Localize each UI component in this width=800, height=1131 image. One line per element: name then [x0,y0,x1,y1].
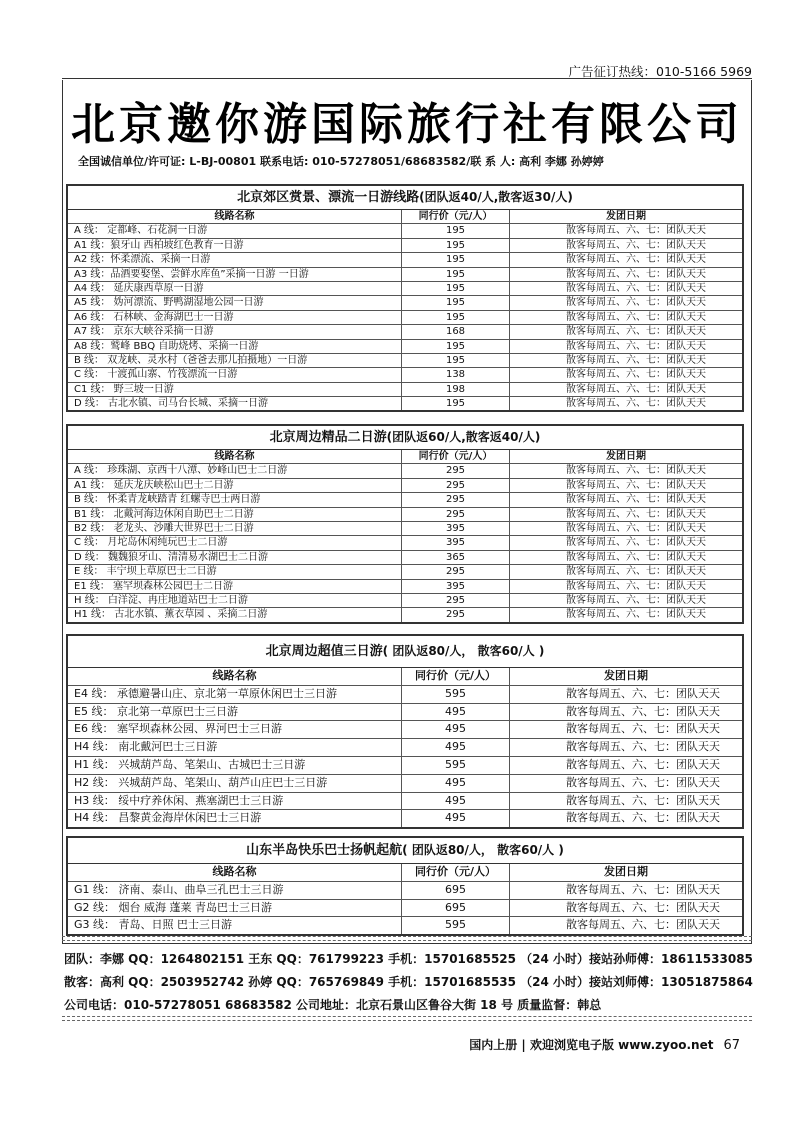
table-row [68,383,742,397]
route-name-cell: B2 线： 老龙头、沙雕大世界巴士二日游 [68,522,402,535]
table-row [68,551,742,565]
table-row [68,536,742,550]
header-route: 线路名称 [68,210,402,223]
price-cell: 495 [402,775,510,792]
route-name-cell: H4 线： 昌黎黄金海岸休闲巴士三日游 [68,810,402,827]
header-route: 线路名称 [68,668,402,685]
table-row [68,757,742,775]
ad-hotline: 广告征订热线：010-5166 5969 [568,64,752,79]
route-name-cell: C 线： 月坨岛休闲纯玩巴士二日游 [68,536,402,549]
price-cell: 395 [402,536,510,549]
table-header [68,210,742,224]
table-row [68,224,742,238]
header-date: 发团日期 [604,669,648,682]
header-date: 发团日期 [606,211,646,222]
route-name-cell: G2 线： 烟台 威海 蓬莱 青岛巴士三日游 [68,900,402,917]
departure-date-cell: 散客每周五、六、七：团队天天 [566,268,706,280]
departure-date-cell: 散客每周五、六、七：团队天天 [566,775,720,789]
route-name-cell: B 线： 怀柔青龙峡踏青 红螺寺巴士两日游 [68,493,402,506]
price-cell: 295 [402,565,510,578]
price-cell: 295 [402,508,510,521]
departure-date-cell: 散客每周五、六、七：团队天天 [566,566,706,578]
departure-date-cell: 散客每周五、六、七：团队天天 [566,704,720,718]
route-name-cell: H3 线： 绥中疗养休闲、燕塞湖巴士三日游 [68,793,402,810]
departure-date-cell: 散客每周五、六、七：团队天天 [566,340,706,352]
route-name-cell: H2 线： 兴城葫芦岛、笔架山、葫芦山庄巴士三日游 [68,775,402,792]
route-table [68,210,742,410]
price-cell: 295 [402,493,510,506]
departure-date-cell: 散客每周五、六、七：团队天天 [566,508,706,520]
price-cell: 195 [402,311,510,324]
departure-date-cell: 散客每周五、六、七：团队天天 [566,686,720,700]
page-number: 67 [723,1038,740,1053]
departure-date-cell: 散客每周五、六、七：团队天天 [566,254,706,266]
route-name-cell: A1 线：狼牙山 西柏坡红色教育一日游 [68,239,402,252]
price-cell: 195 [402,397,510,410]
section-shandong [66,836,744,936]
divider [62,936,752,941]
table-row [68,522,742,536]
route-table [68,864,742,934]
price-cell: 198 [402,383,510,396]
route-name-cell: D 线： 魏魏狼牙山、清清易水湖巴士二日游 [68,551,402,564]
route-name-cell: B1 线： 北戴河海边休闲自助巴士二日游 [68,508,402,521]
table-row [68,686,742,704]
price-cell: 195 [402,253,510,266]
table-header [68,450,742,464]
contact-team: 团队：李娜 QQ：1264802151 王东 QQ：761799223 手机：15701685525 （24 小时）接站孙师傅：18611533085 [64,952,753,966]
route-name-cell: E5 线： 京北第一草原巴士三日游 [68,704,402,721]
table-row [68,704,742,722]
header-price: 同行价（元/人） [402,450,510,463]
route-name-cell: A3 线：品酒要娶堡、尝鲜水库鱼”采摘一日游 一日游 [68,268,402,281]
departure-date-cell: 散客每周五、六、七：团队天天 [566,918,720,932]
price-cell: 495 [402,721,510,738]
table-row [68,354,742,368]
departure-date-cell: 散客每周五、六、七：团队天天 [566,369,706,381]
table-row [68,508,742,522]
table-row [68,253,742,267]
price-cell: 168 [402,325,510,338]
departure-date-cell: 散客每周五、六、七：团队天天 [566,239,706,251]
contact-individual: 散客：高利 QQ：2503952742 孙婷 QQ：765769849 手机：15701685535 （24 小时）接站刘师傅：13051875864 [64,975,753,989]
route-name-cell: E6 线： 塞罕坝森林公园、界河巴士三日游 [68,721,402,738]
table-row [68,268,742,282]
price-cell: 195 [402,340,510,353]
departure-date-cell: 散客每周五、六、七：团队天天 [566,522,706,534]
departure-date-cell: 散客每周五、六、七：团队天天 [566,479,706,491]
departure-date-cell: 散客每周五、六、七：团队天天 [566,282,706,294]
route-name-cell: G3 线： 青岛、日照 巴士三日游 [68,917,402,934]
table-row [68,594,742,608]
route-name-cell: A 线： 定都峰、石花洞一日游 [68,224,402,237]
price-cell: 365 [402,551,510,564]
price-cell: 495 [402,739,510,756]
table-header [68,668,742,686]
route-table [68,668,742,827]
route-name-cell: A1 线： 延庆龙庆峡松山巴士二日游 [68,479,402,492]
price-cell: 695 [402,882,510,899]
table-row [68,479,742,493]
company-info: 全国诚信单位/许可证: L-BJ-00801 联系电话: 010-57278051/68683582/联 系 人: 高利 李娜 孙婷婷 [78,155,604,168]
departure-date-cell: 散客每周五、六、七：团队天天 [566,882,720,896]
price-cell: 695 [402,900,510,917]
section-title: 山东半岛快乐巴士扬帆起航( 团队返80/人， 散客60/人 ) [68,838,742,864]
route-name-cell: D 线： 古北水镇、司马台长城、采摘一日游 [68,397,402,410]
departure-date-cell: 散客每周五、六、七：团队天天 [566,793,720,807]
table-row [68,608,742,621]
section-three-day [66,634,744,829]
route-name-cell: H4 线： 南北戴河巴士三日游 [68,739,402,756]
departure-date-cell: 散客每周五、六、七：团队天天 [566,722,720,736]
price-cell: 495 [402,810,510,827]
table-row [68,464,742,478]
price-cell: 195 [402,296,510,309]
table-row [68,775,742,793]
table-row [68,239,742,253]
price-cell: 295 [402,479,510,492]
price-cell: 295 [402,464,510,477]
departure-date-cell: 散客每周五、六、七：团队天天 [566,311,706,323]
departure-date-cell: 散客每周五、六、七：团队天天 [566,580,706,592]
route-name-cell: E4 线： 承德避暑山庄、京北第一草原休闲巴士三日游 [68,686,402,703]
price-cell: 395 [402,522,510,535]
route-name-cell: E 线： 丰宁坝上草原巴士二日游 [68,565,402,578]
table-row [68,493,742,507]
section-title: 北京周边超值三日游( 团队返80/人， 散客60/人 ) [68,636,742,668]
table-row [68,900,742,918]
departure-date-cell: 散客每周五、六、七：团队天天 [566,225,706,237]
top-rule [62,78,752,79]
table-row [68,311,742,325]
route-name-cell: A 线： 珍珠湖、京西十八潭、妙峰山巴士二日游 [68,464,402,477]
table-row [68,282,742,296]
route-name-cell: C 线： 十渡孤山寨、竹筏漂流一日游 [68,368,402,381]
section-two-day [66,424,744,624]
header-price: 同行价（元/人） [402,864,510,881]
table-row [68,397,742,410]
company-name: 北京邀你游国际旅行社有限公司 [71,99,743,150]
table-header [68,864,742,882]
departure-date-cell: 散客每周五、六、七：团队天天 [566,383,706,395]
departure-date-cell: 散客每周五、六、七：团队天天 [566,297,706,309]
departure-date-cell: 散客每周五、六、七：团队天天 [566,900,720,914]
route-name-cell: H1 线： 兴城葫芦岛、笔架山、古城巴士三日游 [68,757,402,774]
table-row [68,793,742,811]
table-row [68,580,742,594]
departure-date-cell: 散客每周五、六、七：团队天天 [566,326,706,338]
route-name-cell: E1 线： 塞罕坝森林公园巴士二日游 [68,580,402,593]
table-row [68,296,742,310]
departure-date-cell: 散客每周五、六、七：团队天天 [566,740,720,754]
table-row [68,739,742,757]
departure-date-cell: 散客每周五、六、七：团队天天 [566,494,706,506]
price-cell: 138 [402,368,510,381]
route-name-cell: A7 线： 京东大峡谷采摘一日游 [68,325,402,338]
contact-company: 公司电话：010-57278051 68683582 公司地址：北京石景山区鲁谷大街 18 号 质量监督：韩总 [64,998,602,1012]
departure-date-cell: 散客每周五、六、七：团队天天 [566,551,706,563]
price-cell: 195 [402,224,510,237]
footer-text: 国内上册 | 欢迎浏览电子版 www.zyoo.net [469,1038,714,1052]
section-one-day [66,184,744,412]
page-footer [469,1036,740,1053]
departure-date-cell: 散客每周五、六、七：团队天天 [566,594,706,606]
price-cell: 395 [402,580,510,593]
header-date: 发团日期 [604,865,648,878]
price-cell: 295 [402,608,510,621]
header-price: 同行价（元/人） [402,668,510,685]
price-cell: 595 [402,757,510,774]
route-table [68,450,742,622]
route-name-cell: G1 线： 济南、泰山、曲阜三孔巴士三日游 [68,882,402,899]
departure-date-cell: 散客每周五、六、七：团队天天 [566,811,720,825]
route-name-cell: B 线： 双龙峡、灵水村（爸爸去那儿拍摄地）一日游 [68,354,402,367]
header-price: 同行价（元/人） [402,210,510,223]
price-cell: 195 [402,239,510,252]
table-row [68,340,742,354]
table-row [68,917,742,934]
price-cell: 495 [402,704,510,721]
price-cell: 295 [402,594,510,607]
departure-date-cell: 散客每周五、六、七：团队天天 [566,609,706,621]
section-title: 北京郊区赏景、漂流一日游线路(团队返40/人,散客返30/人) [68,186,742,210]
table-row [68,565,742,579]
price-cell: 195 [402,354,510,367]
route-name-cell: A5 线： 妫河漂流、野鸭湖湿地公园一日游 [68,296,402,309]
departure-date-cell: 散客每周五、六、七：团队天天 [566,354,706,366]
table-row [68,882,742,900]
section-title: 北京周边精品二日游(团队返60/人,散客返40/人) [68,426,742,450]
price-cell: 595 [402,917,510,934]
price-cell: 495 [402,793,510,810]
route-name-cell: A6 线： 石林峡、金海湖巴士一日游 [68,311,402,324]
price-cell: 195 [402,282,510,295]
header-route: 线路名称 [68,450,402,463]
route-name-cell: C1 线： 野三坡一日游 [68,383,402,396]
table-row [68,810,742,827]
route-name-cell: A2 线：怀柔漂流、采摘一日游 [68,253,402,266]
header-route: 线路名称 [68,864,402,881]
header-date: 发团日期 [606,451,646,462]
table-row [68,325,742,339]
price-cell: 595 [402,686,510,703]
table-row [68,368,742,382]
departure-date-cell: 散客每周五、六、七：团队天天 [566,465,706,477]
departure-date-cell: 散客每周五、六、七：团队天天 [566,537,706,549]
table-row [68,721,742,739]
route-name-cell: A8 线：鹫峰 BBQ 自助烧烤、采摘一日游 [68,340,402,353]
route-name-cell: A4 线： 延庆康西草原一日游 [68,282,402,295]
route-name-cell: H 线： 白洋淀、冉庄地道站巴士二日游 [68,594,402,607]
route-name-cell: H1 线： 古北水镇、薰衣草园 、采摘二日游 [68,608,402,621]
divider [62,1016,752,1021]
departure-date-cell: 散客每周五、六、七：团队天天 [566,757,720,771]
departure-date-cell: 散客每周五、六、七：团队天天 [566,398,706,410]
price-cell: 195 [402,268,510,281]
